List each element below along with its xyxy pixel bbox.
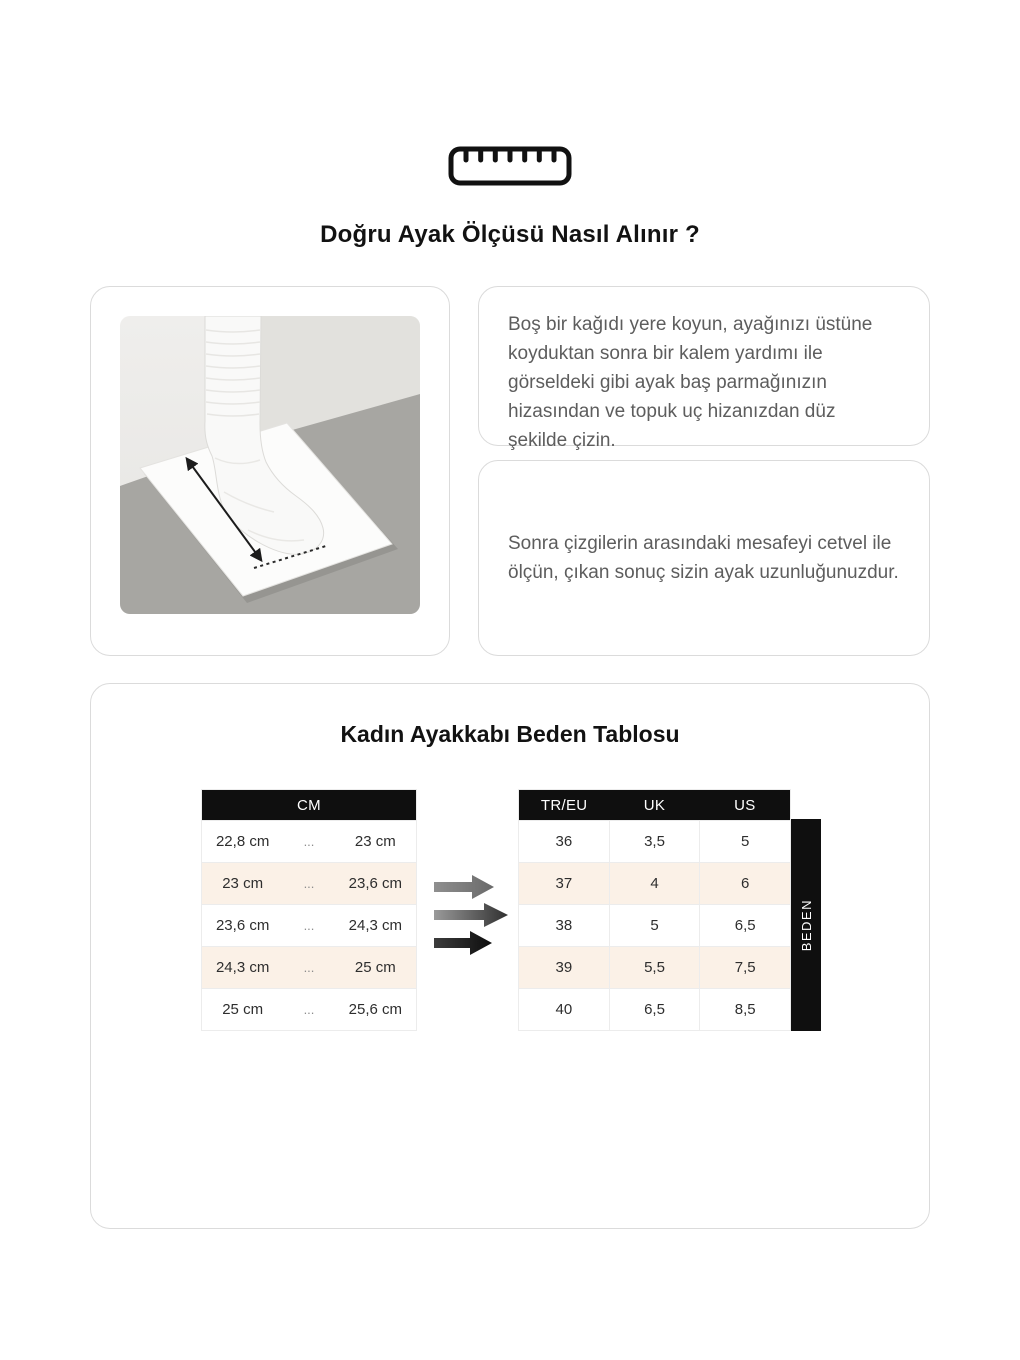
- cm-to-cell: 24,3 cm: [348, 917, 402, 934]
- table-row: [202, 946, 416, 988]
- size-cell: 6: [699, 863, 790, 904]
- size-cell: 40: [555, 1001, 573, 1018]
- size-cell: 7,5: [699, 947, 790, 988]
- measurement-photo: [120, 316, 420, 614]
- table-row: [202, 862, 416, 904]
- table-row: [519, 946, 790, 988]
- size-cell: 39: [555, 959, 573, 976]
- size-tables: [91, 789, 929, 1039]
- table-row: [519, 862, 790, 904]
- beden-label: BEDEN: [798, 898, 814, 952]
- table-row: [202, 904, 416, 946]
- conversion-table-header-row: [519, 790, 790, 820]
- size-cell: 5: [609, 905, 700, 946]
- cm-from-cell: 25 cm: [222, 1001, 264, 1018]
- size-cell: 5: [699, 821, 790, 862]
- size-cell: 6,5: [699, 905, 790, 946]
- column-header-us: US: [700, 790, 790, 820]
- size-cell: 5,5: [609, 947, 700, 988]
- size-cell: 37: [555, 875, 573, 892]
- table-row: [202, 988, 416, 1030]
- page-title: Doğru Ayak Ölçüsü Nasıl Alınır ?: [320, 221, 700, 248]
- column-header-uk: UK: [609, 790, 699, 820]
- arrow-middle: [434, 903, 508, 927]
- cm-sep-cell: ...: [303, 1002, 315, 1017]
- instruction-card-step2: [478, 460, 930, 656]
- cm-sep-cell: ...: [303, 918, 315, 933]
- table-row: [519, 820, 790, 862]
- conversion-arrows-icon: [432, 874, 508, 956]
- hero-section: [0, 0, 1020, 249]
- conversion-table: [518, 789, 791, 1031]
- ruler-icon: [448, 146, 572, 186]
- cm-from-cell: 23,6 cm: [215, 917, 270, 934]
- arrow-top: [434, 875, 494, 899]
- cm-to-cell: 23,6 cm: [348, 875, 402, 892]
- cm-sep-cell: ...: [303, 960, 315, 975]
- size-table-card: [90, 683, 930, 1229]
- column-header-treu: TR/EU: [519, 790, 609, 820]
- cm-to-cell: 25 cm: [354, 959, 396, 976]
- cm-sep-cell: ...: [303, 834, 315, 849]
- size-cell: 6,5: [609, 989, 700, 1030]
- cm-table: [201, 789, 417, 1031]
- size-cell: 8,5: [699, 989, 790, 1030]
- instructions-section: [90, 286, 930, 656]
- size-table-title: Kadın Ayakkabı Beden Tablosu: [340, 721, 680, 747]
- instruction-step2-text: Sonra çizgilerin arasındaki mesafeyi cetvel ile ölçün, çıkan sonuç sizin ayak uzunluğunuzdur.: [508, 533, 899, 583]
- table-row: [519, 904, 790, 946]
- arrow-bottom: [434, 931, 492, 955]
- size-cell: 38: [555, 917, 573, 934]
- cm-from-cell: 23 cm: [222, 875, 264, 892]
- beden-side-bar: [791, 819, 821, 1031]
- table-row: [519, 988, 790, 1030]
- cm-table-header: CM: [202, 790, 416, 820]
- size-cell: 4: [609, 863, 700, 904]
- table-row: [202, 820, 416, 862]
- cm-sep-cell: ...: [303, 876, 315, 891]
- cm-to-cell: 23 cm: [354, 833, 396, 850]
- cm-from-cell: 22,8 cm: [215, 833, 270, 850]
- instruction-card-step1: [478, 286, 930, 451]
- cm-to-cell: 25,6 cm: [348, 1001, 402, 1018]
- instruction-cards: [478, 286, 930, 656]
- cm-from-cell: 24,3 cm: [215, 959, 270, 976]
- size-cell: 36: [555, 833, 573, 850]
- measurement-photo-card: [90, 286, 450, 656]
- instruction-step1-text: Boş bir kağıdı yere koyun, ayağınızı üstüne koyduktan sonra bir kalem yardımı ile görseldeki gibi ayak baş parmağınızın hizasından ve topuk uç hizanızdan düz şekilde çizin.: [508, 314, 873, 451]
- size-cell: 3,5: [609, 821, 700, 862]
